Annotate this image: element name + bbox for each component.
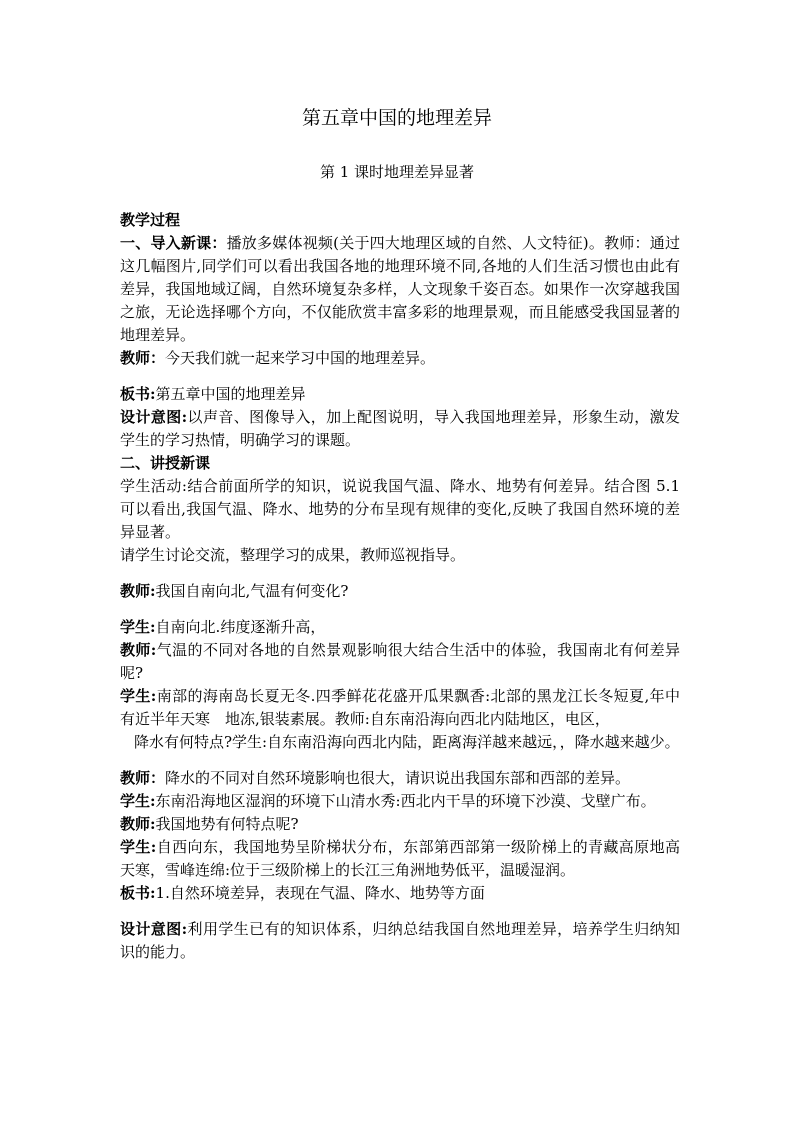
paragraph-label: 一、导入新课：: [120, 234, 227, 252]
paragraph-student: [120, 790, 680, 813]
paragraph-text: 利用学生已有的知识体系，归纳总结我国自然地理差异，培养学生归纳知识的能力。: [120, 920, 680, 961]
paragraph-teacher: [120, 580, 680, 603]
paragraph-label: 板书:: [120, 884, 156, 902]
paragraph-label: 设计意图:: [120, 408, 188, 426]
section-heading-process: 教学过程: [120, 211, 181, 229]
paragraph-student: [120, 616, 680, 639]
paragraph-text: 我国自南向北,气温有何变化?: [155, 582, 349, 600]
paragraph-text: 东南沿海地区湿润的环境下山清水秀:西北内干旱的环境下沙漠、戈壁广布。: [155, 792, 656, 810]
section-heading-teach: 二、讲授新课: [120, 454, 211, 472]
paragraph-intro: [120, 232, 680, 347]
paragraph-label: 教师:: [120, 582, 156, 600]
lesson-content: [120, 209, 680, 964]
paragraph-design-intent: [120, 918, 680, 964]
paragraph-label: 学生:: [120, 838, 157, 856]
paragraph-teacher: [120, 813, 680, 836]
paragraph-discussion: 请学生讨论交流，整理学习的成果，教师巡视指导。: [120, 546, 466, 564]
paragraph-text: 今天我们就一起来学习中国的地理差异。: [165, 349, 436, 367]
paragraph-text: 我国地势有何特点呢?: [155, 815, 299, 833]
paragraph-label: 教师:: [120, 815, 156, 833]
paragraph-text: 第五章中国的地理差异: [155, 385, 306, 403]
paragraph-design-intent: [120, 406, 680, 452]
page-subtitle: 第 1 课时地理差异显著: [319, 163, 475, 181]
paragraph-teacher: [120, 767, 680, 790]
paragraph-label: 学生:: [120, 687, 157, 705]
paragraph-teacher: [120, 639, 680, 685]
paragraph-student: [120, 685, 680, 731]
paragraph-label: 学生:: [120, 618, 156, 636]
paragraph-label: 教师：: [120, 349, 166, 367]
paragraph-text: 自西向东，我国地势呈阶梯状分布，东部第西部第一级阶梯上的青藏高原地高天寒，雪峰连绵:位于三级阶梯上的长江三角洲地势低平，温暖湿润。: [120, 838, 680, 879]
paragraph-text: 气温的不同对各地的自然景观影响很大结合生活中的体验，我国南北有何差异呢?: [120, 641, 680, 682]
paragraph-student-activity: 学生活动:结合前面所学的知识，说说我国气温、降水、地势有何差异。结合图 5.1 可以看出,我国气温、降水、地势的分布呈现有规律的变化,反映了我国自然环境的差异显著。: [120, 477, 680, 541]
paragraph-text: 以声音、图像导入，加上配图说明，导入我国地理差异，形象生动，激发学生的学习热情，明确学习的课题。: [120, 408, 680, 449]
paragraph-text: 1.自然环境差异，表现在气温、降水、地势等方面: [155, 884, 485, 902]
paragraph-text: 自南向北.纬度逐渐升高，: [155, 618, 326, 636]
paragraph-label: 设计意图:: [120, 920, 188, 938]
paragraph-text: 播放多媒体视频(关于四大地理区域的自然、人文特征)。教师：通过这几幅图片,同学们可以看出我国各地的地理环境不同,各地的人们生活习惯也由此有差异，我国地域辽阔，自然环境复杂多样，人文现象千姿百态。如果作一次穿越我国之旅，无论选择哪个方向，不仅能欣赏丰富多彩的地理景观，而且能感受我国显著的地理差异。: [120, 234, 680, 344]
paragraph-precipitation: 降水有何特点?学生:自东南沿海向西北内陆，距离海洋越来越远，，降水越来越少。: [134, 733, 680, 751]
page-title: 第五章中国的地理差异: [301, 107, 492, 129]
paragraph-label: 学生:: [120, 792, 156, 810]
paragraph-text: 降水的不同对自然环境影响也很大，请识说出我国东部和西部的差异。: [165, 769, 631, 787]
paragraph-label: 教师：: [120, 769, 166, 787]
paragraph-text: 南部的海南岛长夏无冬.四季鲜花花盛开瓜果飘香:北部的黑龙江长冬短夏,年中有近半年天寒 地冻,银装素展。教师:自东南沿海向西北内陆地区，电区，: [120, 687, 680, 728]
paragraph-board: [120, 383, 680, 406]
paragraph-label: 板书:: [120, 385, 156, 403]
paragraph-teacher: [120, 347, 680, 370]
paragraph-label: 教师:: [120, 641, 157, 659]
paragraph-board: [120, 882, 680, 905]
paragraph-student: [120, 836, 680, 882]
